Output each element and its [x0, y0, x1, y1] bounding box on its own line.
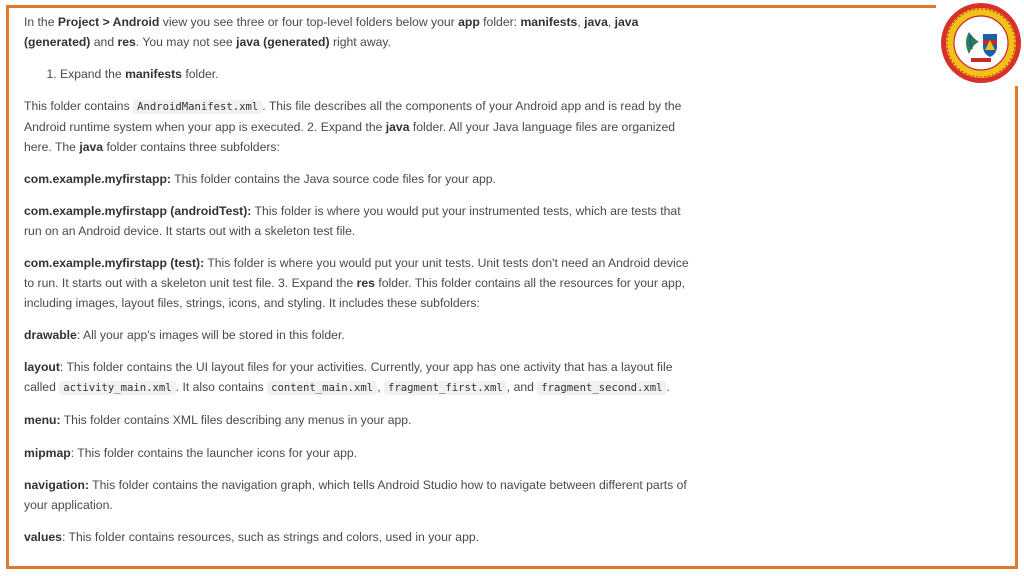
item-menu: menu: This folder contains XML files describing any menus in your app.	[24, 413, 412, 428]
code-android-manifest: AndroidManifest.xml	[133, 100, 262, 114]
item-unit-test: com.example.myfirstapp (test): This folder is where you would put your unit tests. Unit tests don't need an Android device to run. It starts out with a skeleton unit test file. 3. Expand the res folder. This folder contains all the resources for your app, including images, layout files, strings, icons, and styling. It includes these subfolders:	[24, 256, 689, 310]
item-main-package: com.example.myfirstapp: This folder contains the Java source code files for your app.	[24, 171, 496, 186]
item-values: values: This folder contains resources, such as strings and colors, used in your app.	[24, 530, 480, 545]
item-android-test: com.example.myfirstapp (androidTest): This folder is where you would put your instrumented tests, which are tests that run on an Android device. It starts out with a skeleton test file.	[24, 204, 681, 238]
manifest-paragraph: This folder contains AndroidManifest.xml . This file describes all the components of your Android app and is read by the Android runtime system when your app is executed. 2. Expand the java folder. All your Java language files are organized here. The java folder contains three subfolders:	[24, 99, 682, 154]
code-activity-main: activity_main.xml	[59, 381, 175, 395]
intro-paragraph: In the Project > Android view you see three or four top-level folders below your app folder: manifests, java, java (generated) and res. You may not see java (generated) right away.	[24, 15, 639, 49]
code-fragment-second: fragment_second.xml	[537, 381, 666, 395]
item-mipmap: mipmap: This folder contains the launcher icons for your app.	[24, 445, 358, 460]
university-seal-logo	[939, 2, 1023, 84]
step-list	[24, 65, 694, 85]
item-layout: layout: This folder contains the UI layout files for your activities. Currently, your app has one activity that has a layout file called activity_main.xml . It also contains content_main.xml , fragment_first.xml , and fragment_second.xml .	[24, 360, 673, 394]
document-body	[24, 13, 694, 560]
item-drawable: drawable: All your app's images will be stored in this folder.	[24, 327, 345, 342]
item-navigation: navigation: This folder contains the navigation graph, which tells Android Studio how to navigate between different parts of your application.	[24, 478, 687, 512]
step-expand-manifests: 1. Expand the manifests folder.	[60, 65, 694, 85]
code-fragment-first: fragment_first.xml	[384, 381, 507, 395]
code-content-main: content_main.xml	[267, 381, 377, 395]
